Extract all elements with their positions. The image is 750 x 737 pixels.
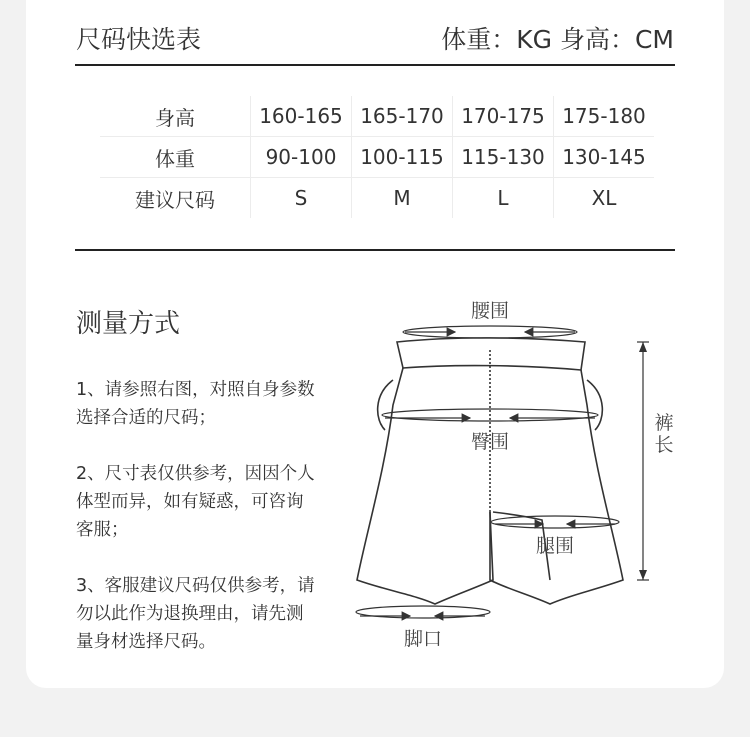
table-row [100, 137, 654, 178]
units-label: 体重：KG 身高：CM [441, 25, 674, 54]
section-title: 测量方式 [76, 309, 181, 339]
table-cell: L [453, 178, 554, 219]
table-row [100, 178, 654, 219]
table-cell: 115-130 [453, 137, 554, 178]
table-cell: XL [554, 178, 655, 219]
hip-label: 臀围 [470, 431, 510, 453]
row-label: 建议尺码 [135, 187, 215, 212]
table-cell: 90-100 [251, 137, 352, 178]
table-cell: 175-180 [554, 96, 655, 137]
length-label-2: 长 [654, 434, 674, 456]
note-1: 1、请参照右图，对照自身参数选择合适的尺码； [76, 380, 315, 428]
hem-label: 脚口 [403, 628, 443, 650]
length-label-1: 裤 [654, 412, 674, 434]
shorts-diagram [345, 290, 685, 670]
note-2: 2、尺寸表仅供参考，因因个人体型而异，如有疑惑，可咨询客服； [76, 464, 315, 540]
size-table [100, 96, 654, 218]
table-cell: S [251, 178, 352, 219]
table-cell: 130-145 [554, 137, 655, 178]
shorts-outline [357, 338, 623, 604]
page-title: 尺码快选表 [76, 25, 202, 54]
divider-top [75, 64, 675, 66]
table-cell: 165-170 [352, 96, 453, 137]
table-cell: 160-165 [251, 96, 352, 137]
waist-label: 腰围 [470, 300, 510, 322]
note-3: 3、客服建议尺码仅供参考，请勿以此作为退换理由，请先测量身材选择尺码。 [76, 576, 315, 652]
divider-bottom [75, 249, 675, 251]
table-cell: M [352, 178, 453, 219]
table-cell: 100-115 [352, 137, 453, 178]
table-cell: 170-175 [453, 96, 554, 137]
table-row [100, 96, 654, 137]
row-label: 身高 [100, 96, 251, 137]
thigh-label: 腿围 [535, 535, 575, 557]
row-label: 体重 [100, 137, 251, 178]
